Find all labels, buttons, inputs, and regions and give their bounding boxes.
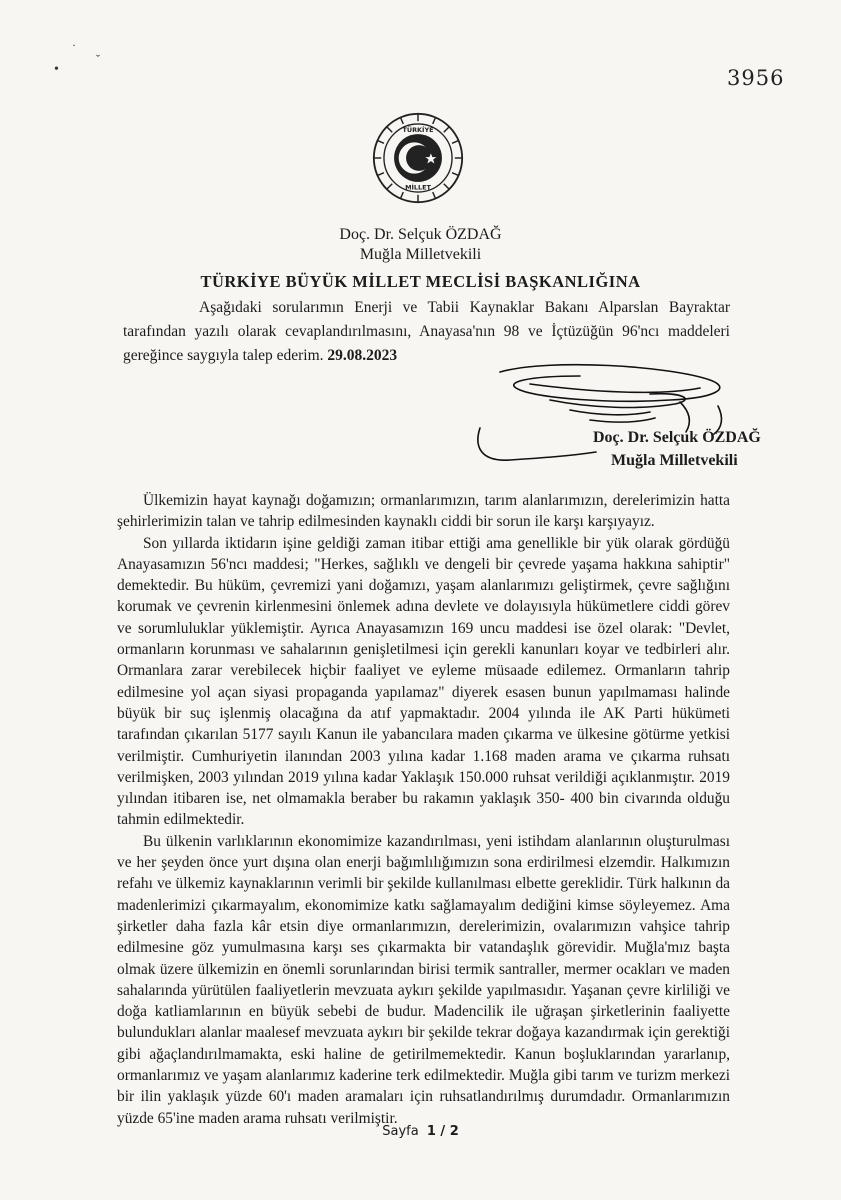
author-role: Muğla Milletvekili bbox=[359, 246, 482, 263]
scan-mark: · bbox=[72, 38, 76, 52]
author-name: Doç. Dr. Selçuk ÖZDAĞ bbox=[339, 226, 502, 243]
intro-text: Aşağıdaki sorularımın Enerji ve Tabii Kaynaklar Bakanı Alparslan Bayraktar tarafından yazılı olarak cevaplandırılmasını, Anayasa'nın 98 ve İçtüzüğün 96'ncı maddeleri gereğince saygıyla talep ederim. bbox=[123, 299, 730, 364]
page-footer bbox=[0, 1124, 841, 1139]
svg-text:TÜRKİYE: TÜRKİYE bbox=[402, 126, 434, 135]
intro-paragraph bbox=[123, 296, 730, 368]
tbmm-emblem-icon bbox=[372, 112, 464, 204]
svg-text:MİLLET: MİLLET bbox=[405, 183, 431, 192]
document-body bbox=[117, 490, 730, 1129]
document-number: 3956 bbox=[727, 66, 785, 90]
body-paragraph: Ülkemizin hayat kaynağı doğamızın; ormanlarımızın, tarım alanlarımızın, derelerimizin hatta şehirlerimizin talan ve tahrip edilmesinden kaynaklı ciddi bir sorun ile karşı karşıyayız. bbox=[117, 492, 730, 531]
signature-role: Muğla Milletvekili bbox=[611, 452, 738, 469]
page-number: 1 / 2 bbox=[426, 1124, 459, 1139]
signature-name: Doç. Dr. Selçuk ÖZDAĞ bbox=[593, 429, 761, 446]
page-label: Sayfa bbox=[382, 1124, 419, 1139]
document-title: TÜRKİYE BÜYÜK MİLLET MECLİSİ BAŞKANLIĞINA bbox=[200, 272, 641, 291]
body-paragraph: Bu ülkenin varlıklarının ekonomimize kazandırılması, yeni istihdam alanlarının oluşturulması ve her şeyden önce yurt dışına olan enerji bağımlılığımızın sona erdirilmesi elzemdir. Halkımızın refahı ve ülkemiz kaynaklarının verimli bir şekilde kullanılması elbette gereklidir. Türk halkının da madenlerimizi çıkarmayalım, ekonomimize katkı sağlamayalım dediğini kimse söyleyemez. Ama şirketler daha fazla kâr etsin diye ormanlarımızın, derelerimizin, ovalarımızın vahşice tahrip edilmesine göz yumulmasına karşı ses çıkarmakta bir vatandaşlık görevidir. Muğla'mız başta olmak üzere ülkemizin en önemli sorunlarından birisi termik santraller, mermer ocakları ve maden sahalarında yürütülen faaliyetlerin mevzuata aykırı şekilde yapılmasıdır. Yaşanan çevre kirliliği ve doğa katliamlarının en büyük sebebi de budur. Madencilik ile uğraşan şirketlerinin faaliyette bulundukları alanlar maalesef mevzuata aykırı bir şekilde tekrar doğaya kazandırmak için gerektiği gibi ağaçlandırılmamakta, eski haline de getirilmemektedir. Kanun boşluklarından yararlanıp, ormanlarımız ve yaşam alanlarımız kaderine terk edilmektedir. Muğla gibi tarım ve turizm merkezi bir ilin yaklaşık yüzde 60'ı maden aramaları için ruhsatlandırılmış durumdadır. Ormanlarımızın yüzde 65'ine maden arama ruhsatı verilmiştir. bbox=[117, 832, 730, 1127]
body-paragraph: Son yıllarda iktidarın işine geldiği zaman itibar ettiği ama genellikle bir yük olarak gördüğü Anayasamızın 56'ncı maddesi; "Herkes, sağlıklı ve dengeli bir çevrede yaşama hakkına sahiptir" demektedir. Bu hüküm, çevremizi yani doğamızı, yaşam alanlarımızı geliştirmek, çevre sağlığını korumak ve çevrenin kirlenmesini önlemek adına devlete ve dolayısıyla hükümetlere ciddi görev ve sorumluluklar yüklemiştir. Ayrıca Anayasamızın 169 uncu maddesi ise özel olarak: "Devlet, ormanların korunması ve sahalarının genişletilmesi için gerekli kanunları koyar ve tedbirleri alır. Ormanlara zarar verebilecek hiçbir faaliyet ve eyleme müsaade edilemez. Ormanların tahrip edilmesine yol açan siyasi propaganda yapılamaz" diyerek esasen bunun yapılmaması halinde büyük bir suç işlenmiş olacağına da atıf yapmaktadır. 2004 yılında ile AK Parti hükümeti tarafından çıkarılan 5177 sayılı Kanun ile yabancılara maden çıkarma ve ülkesine götürme yetkisi verilmiştir. Cumhuriyetin ilanından 2003 yılına kadar 1.168 maden arama ve çıkarma ruhsatı verilmişken, 2003 yılından 2019 yılına kadar Yaklaşık 150.000 ruhsat verildiği açıklanmıştır. 2019 yılından itibaren ise, net olmamakla beraber bu rakamın yaklaşık 350- 400 bin civarında olduğu tahmin edilmektedir. bbox=[117, 534, 730, 829]
scan-mark: • bbox=[54, 62, 59, 77]
intro-date: 29.08.2023 bbox=[327, 347, 398, 364]
scan-mark: ˇ bbox=[96, 52, 100, 66]
